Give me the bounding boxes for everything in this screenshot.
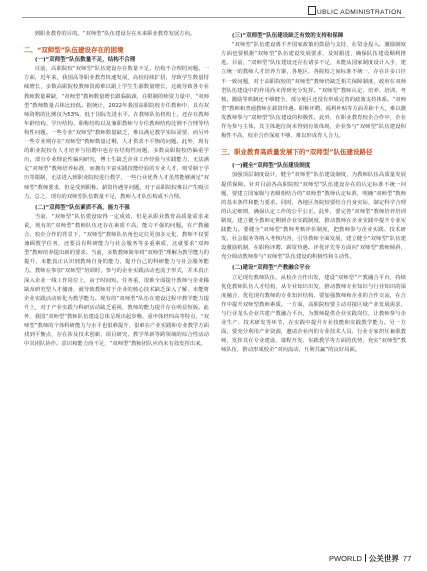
section-heading-2: 二、“双师型”队伍建设存在的困境 bbox=[24, 46, 124, 55]
footer-divider bbox=[365, 554, 366, 562]
subheading-4: (一)健全“双师型”队伍建设制度 bbox=[232, 163, 311, 170]
paragraph-intro-end: 到职业教育的目的。“双师型”队伍建设存在未来职业教育发展方向。 bbox=[34, 31, 196, 37]
left-column bbox=[24, 30, 209, 349]
subheading-1: (一)“双师型”队伍数量不足，结构不合理 bbox=[35, 57, 136, 64]
right-column bbox=[221, 30, 406, 355]
footer-magazine-cn: 公关世界 bbox=[368, 554, 399, 563]
subheading-5: (二)建设“双师型”产教融合平台 bbox=[232, 265, 311, 272]
section-heading-3: 三、职业教育高质量发展下的“双师型”队伍建设路径 bbox=[221, 148, 373, 157]
paragraph-quantity: 目前，高职院校“双师型”队伍建设存在数量不足、结构不合理的问题。一方面，近年来，我国高等职业教育快速发展，高校持续扩招，导致学生数量持续增长，多数高职院校教师资源难以跟上学生生源数量增长，这就导致各专业教师数量紧缺，“双师型”教师数量增长跟临瓶颈，在限制的师资力量中，“双师型”教师数量占体比较低。据统计，2022年我国高职院校专任教师中，具有双师资格的比例仅为53%，低于国际先进水平。在教师队伍机构上，还存在教师年龄结构、学历结构、职称结构以及兼职教师与专任教师结构比例不合理等结构性问题。一些专业“双师型”教师数量缺乏，难以满足教学实际需要，而另外一些专业则存在“双师型”教师数量过剩，人才供求不平衡的问题。此外，现有的职业院校在人才培养与招聘中也存在结构性问题，多数高职院校仍偏重学历，部分专业理论性偏向研究，博士生缺乏企业工作经验与实践能力，无法满足“双师型”教师培养标准，而拥有丰富实践技能经验的专业人才，则受制于学历等限制，无法进入到职业院校进行教学，一些行业优秀人才虽然能够满足“双师型”教师要求，但是受到职称、薪资待遇等问题，对于高职院校难以产生吸引力。总之，现有的双师型队伍数量不足，教师人才队伍构成不合理。 bbox=[24, 66, 209, 200]
paragraph-system: 加强顶层制度设计，健全“双师型”队伍建设制度，为教师队伍高质量发展提供保障。针对目前各高职院校“双师型”队伍建设存在的认定标准不统一问题，要建立国家级与省级相结合的“双师型”教师认定标准，明确“双师型”教师的基本条件和能力要求。同时，各地区各院校要结合自身实际，制定科学合理的认定细则，确保认定工作的公平公正。此外，要完善“双师型”教师培养培训制度，建立健全教师定期到企业实践制度，推动教师在企业实践中提升专业实践能力。要健全“双师型”教师考核评价制度，把教师参与企业实践、技术研发、社会服务等纳入考核内容，引导教师全面发展，建立健全“双师型”队伍建设激励机制，在职称评聘、薪资待遇、评优评先等方面向“双师型”教师倾斜，充分调动教师参与“双师型”队伍建设的积极性和主动性。 bbox=[221, 172, 406, 261]
magazine-header bbox=[308, 6, 402, 16]
subheading-3: (三)“双师型”队伍建设缺乏有效的支持和保障 bbox=[232, 33, 344, 39]
header-divider bbox=[22, 17, 405, 18]
footer-brand: PWORLD bbox=[329, 554, 362, 563]
paragraph-quality: 当前，“双师型”队伍建设取得一定成效，但是从职业教育高质量需求来说，现有的“双师型”教师队伍还存在素质不高、能力不强的问题。在产教融合、校企合作的背景下，“双师型”教师队伍角色定位更加多元化，教师不仅要兼顾教学任务，还要具有科研能力与社会服务等多重素质，这就要求“双师型”教师培养提出新的要求。当前，多数教师简单将“双师型”理解为教学能力的提升，未能真正认识到教师自身的能力，提升自己的科研能力与社会服务能力。教师在参加“双师型”培训时，参与的企业实践活动也流于形式，并未真正深入企业一线工作岗位上，由于时间短、任务重，很难全面提升教师与企业稀缺及研究型人才储备，就导致教师对于企业的核心技术缺乏深入了解，未能将企业实践活动转化为教学能力。现有的“双师型”队伍在建设过程中教学能力提升上，对于产业实践与科研活动缺乏重视，教师的能力提升存在明显短板。此外，我国“双师型”教师队伍建设总体呈现出起步晚、重申体轻四高等特点，“双师型”教师的个体科研能力与水平也很难提升，很难在产业实践和专业教学方面找到平衡点，存在涉及技术创新、项目研究、教学革新等跨领域的综合性活动中其团队协作、意识和能力尚不足，“双师型”教师团队应尚未有效发挥出来。 bbox=[24, 213, 209, 348]
paragraph-platform: 立足现有教师队伍，从校企合作出发，建设“双师型”产教融合平台，持续优化教师队伍人才结构，从专业知识出发，推动教师专业知识与行业知识的深度融合，优化现有教师的专业知识结构，要加强教师和企业的合作交流，在合作中提升双师型教师素质。一方面，高职院校要主动对接区域产业发展需求，与行业龙头企业共建产教融合平台，为教师提供企业实践岗位，让教师参与企业生产、技术研发等环节，在实践中提升专业技能和实践教学能力。另一方面，要充分利用产业资源，邀请企业内的专业技术人员、行业专家担任兼职教师，发挥其在专业建设、课程开发、实践教学等方面的优势，充实“双师型”教师队伍，推动形成校企“双向流动、互利共赢”的良好局面。 bbox=[221, 274, 406, 354]
p-logo-icon bbox=[308, 6, 316, 15]
paragraph-support: “双师型”队伍建设离不开国家政策的鼓励与支持，在资金投入、激励制度方面也要根据“双师型”队伍建设发展要求，及时跟进，确保队伍建设顺利推进。目前，“双师型”队伍建设还存在诸多不足，未能从国家制度设计入手，建立统一的教师人才培养方案，各地区、各院校之间标准不统一，存在许多口径不一致问题，对于高职院校的“双师型”教师仍缺乏相关保障制度，政府在双师型队伍建设中的作用尚未得到充分发挥。“双师型”教师认定、培养、培训、考核、激励等机制还不够健全，部分地区还没有形成完善的政策支持体系。“双师型”教师和普通教师在薪资待遇、职称评聘、福利补贴等方面差距不大，难以激发教师参与“双师型”队伍建设的积极性。此外，在职业教育校企合作中，企业作为参与主体，其主体地位尚未得到有效体现，企业参与“双师型”队伍建设积极性不高，校企合作深度不够，难以形成育人合力。 bbox=[221, 42, 406, 140]
page-number: 77 bbox=[402, 554, 412, 563]
page-footer bbox=[329, 553, 411, 564]
magazine-name: UBLIC ADMINISTRATION bbox=[317, 9, 402, 16]
subheading-2: (二)“双师型”队伍素质不高，能力不强 bbox=[35, 204, 130, 211]
